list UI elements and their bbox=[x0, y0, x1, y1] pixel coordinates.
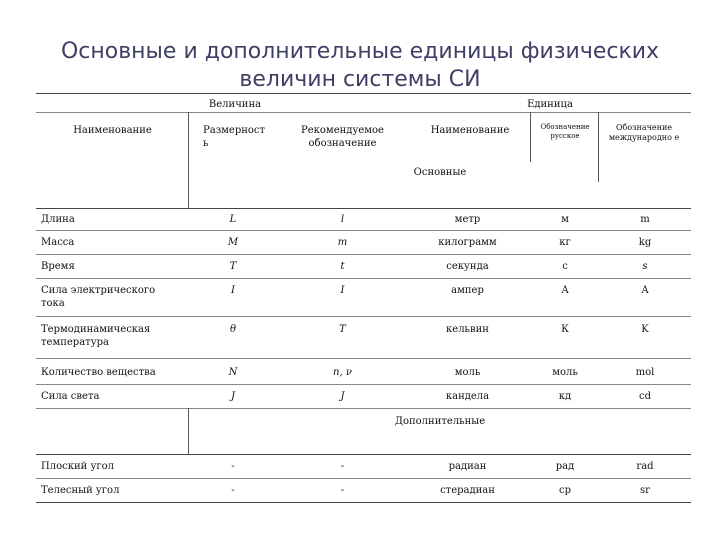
row-unit-ru: К bbox=[561, 324, 569, 335]
row-dimension: L bbox=[229, 214, 237, 225]
row-unit-ru: рад bbox=[555, 461, 575, 472]
table-rule bbox=[36, 93, 691, 94]
title-line-2: величин системы СИ bbox=[239, 67, 481, 92]
section-basic: Основные bbox=[413, 167, 467, 178]
row-dimension: θ bbox=[229, 324, 237, 335]
row-symbol: n, ν bbox=[333, 367, 352, 378]
row-dimension: M bbox=[227, 237, 239, 248]
row-unit-intl: cd bbox=[638, 391, 651, 402]
row-dimension: J bbox=[230, 391, 235, 402]
row-dimension: T bbox=[229, 261, 237, 272]
row-name: Сила электрического тока bbox=[41, 285, 156, 309]
row-unit-name: секунда bbox=[446, 261, 489, 272]
header-col-symbol: Рекомендуемое обозначение bbox=[301, 125, 384, 149]
row-unit-name: метр bbox=[454, 214, 481, 225]
row-unit-intl: kg bbox=[638, 237, 652, 248]
row-unit-name: килограмм bbox=[438, 237, 497, 248]
row-symbol: I bbox=[340, 285, 345, 296]
row-name: Сила света bbox=[41, 391, 100, 402]
column-divider bbox=[598, 112, 599, 182]
row-unit-name: радиан bbox=[448, 461, 487, 472]
header-col-unit-ru: Обозначение русское bbox=[540, 123, 590, 140]
header-col-unit-intl: Обозначение международно е bbox=[608, 123, 680, 142]
table-rule bbox=[36, 254, 691, 255]
table-rule bbox=[36, 230, 691, 231]
section-supplementary: Дополнительные bbox=[394, 416, 486, 427]
row-symbol: t bbox=[340, 261, 345, 272]
row-symbol: T bbox=[339, 324, 346, 335]
table-rule bbox=[36, 208, 691, 209]
header-quantity: Величина bbox=[208, 99, 262, 110]
row-symbol: J bbox=[340, 391, 345, 402]
row-name: Плоский угол bbox=[41, 461, 114, 472]
table-rule bbox=[36, 112, 691, 113]
row-dimension: N bbox=[228, 367, 238, 378]
row-name: Время bbox=[41, 261, 75, 272]
page-title bbox=[20, 38, 700, 94]
table-rule bbox=[36, 384, 691, 385]
row-unit-name: моль bbox=[454, 367, 481, 378]
row-unit-ru: кд bbox=[558, 391, 572, 402]
header-col-name: Наименование bbox=[73, 125, 152, 136]
row-symbol: - bbox=[340, 485, 345, 496]
row-symbol: m bbox=[337, 237, 348, 248]
row-name: Длина bbox=[41, 214, 75, 225]
table-rule bbox=[36, 502, 691, 503]
row-unit-ru: моль bbox=[552, 367, 578, 378]
table-rule bbox=[36, 454, 691, 455]
table-rule bbox=[36, 316, 691, 317]
row-unit-name: ампер bbox=[451, 285, 484, 296]
row-unit-ru: ср bbox=[558, 485, 571, 496]
row-dimension: I bbox=[231, 285, 235, 296]
row-unit-intl: rad bbox=[636, 461, 654, 472]
table-rule bbox=[36, 278, 691, 279]
row-unit-intl: s bbox=[642, 261, 648, 272]
row-unit-ru: м bbox=[561, 214, 569, 225]
header-col-dimension: Размерност ь bbox=[203, 125, 266, 149]
row-symbol: - bbox=[340, 461, 345, 472]
row-unit-ru: с bbox=[562, 261, 568, 272]
table-rule bbox=[36, 358, 691, 359]
row-unit-intl: K bbox=[641, 324, 649, 335]
row-unit-intl: sr bbox=[640, 485, 650, 496]
row-name: Термодинамическая температура bbox=[41, 324, 151, 348]
title-line-1: Основные и дополнительные единицы физических bbox=[60, 39, 660, 64]
row-unit-ru: кг bbox=[559, 237, 571, 248]
row-symbol: l bbox=[340, 214, 345, 225]
row-unit-intl: mol bbox=[635, 367, 655, 378]
table-rule bbox=[36, 408, 691, 409]
column-divider bbox=[188, 408, 189, 454]
row-name: Количество вещества bbox=[41, 367, 156, 378]
header-col-unit-name: Наименование bbox=[430, 125, 510, 136]
header-unit: Единица bbox=[527, 99, 573, 110]
row-unit-name: стерадиан bbox=[440, 485, 495, 496]
row-unit-name: кандела bbox=[445, 391, 490, 402]
column-divider bbox=[530, 112, 531, 162]
row-unit-intl: A bbox=[641, 285, 649, 296]
row-name: Телесный угол bbox=[41, 485, 120, 496]
row-dimension: - bbox=[231, 485, 235, 496]
row-unit-name: кельвин bbox=[446, 324, 489, 335]
row-unit-ru: А bbox=[561, 285, 569, 296]
row-unit-intl: m bbox=[640, 214, 650, 225]
table-rule bbox=[36, 478, 691, 479]
column-divider bbox=[188, 112, 189, 208]
row-dimension: - bbox=[231, 461, 235, 472]
row-name: Масса bbox=[41, 237, 75, 248]
